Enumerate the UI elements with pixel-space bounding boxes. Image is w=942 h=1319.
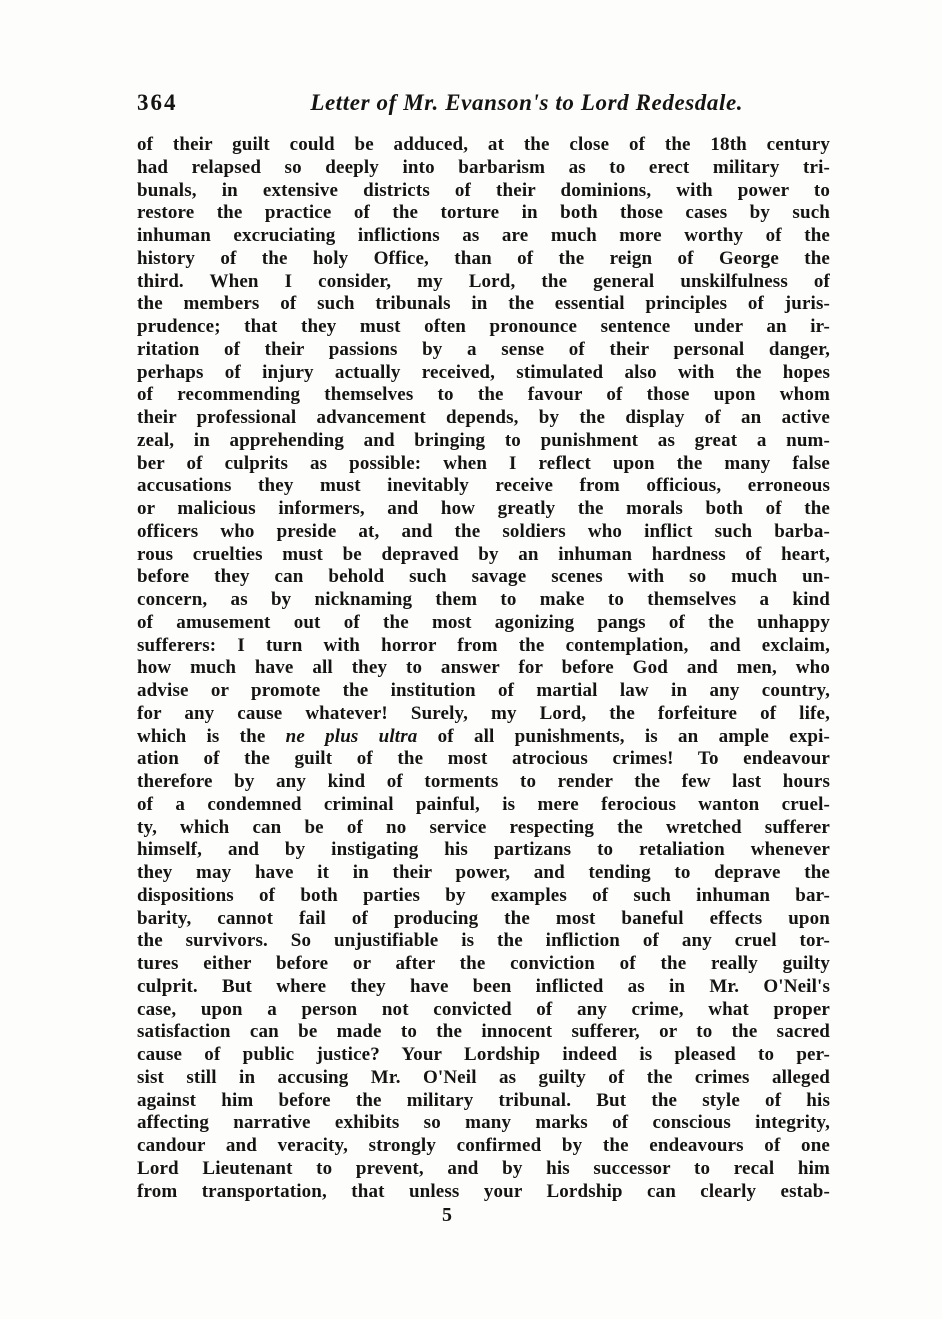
text-line: of recommending themselves to the favour of those upon whom <box>137 384 830 406</box>
text-line: barity, cannot fail of producing the most baneful effects upon <box>137 907 830 929</box>
text-line: tures either before or after the conviction of the really guilty <box>137 953 830 974</box>
text-line: ation of the guilt of the most atrocious crimes! To endeavour <box>137 748 830 770</box>
text-line: which is the ne plus ultra of all punishments, is an ample expi- <box>137 725 830 747</box>
text-line: rous cruelties must be depraved by an inhuman hardness of heart, <box>137 543 830 565</box>
running-title: Letter of Mr. Evanson's to Lord Redesdale. <box>310 90 744 115</box>
text-line: Lord Lieutenant to prevent, and by his successor to recal him <box>137 1157 830 1179</box>
text-line: bunals, in extensive districts of their dominions, with power to <box>137 179 830 201</box>
text-line: they may have it in their power, and tending to deprave the <box>137 862 830 883</box>
text-line: therefore by any kind of torments to render the few last hours <box>137 771 830 792</box>
text-line: perhaps of injury actually received, stimulated also with the hopes <box>137 361 830 383</box>
text-line: ty, which can be of no service respecting the wretched sufferer <box>137 816 830 838</box>
text-line: accusations they must inevitably receive from officious, erroneous <box>137 475 830 497</box>
text-line: advise or promote the institution of martial law in any country, <box>137 680 830 701</box>
signature-mark: 5 <box>442 1204 452 1226</box>
text-line: cause of public justice? Your Lordship indeed is pleased to per- <box>137 1044 830 1065</box>
text-line: ber of culprits as possible: when I reflect upon the many false <box>137 452 830 474</box>
text-line: third. When I consider, my Lord, the general unskilfulness of <box>137 270 830 292</box>
text-line: the survivors. So unjustifiable is the infliction of any cruel tor- <box>137 930 830 952</box>
text-line: restore the practice of the torture in both those cases by such <box>137 202 830 224</box>
text-line: candour and veracity, strongly confirmed by the endeavours of one <box>137 1135 830 1156</box>
text-line: from transportation, that unless your Lordship can clearly estab- <box>137 1180 830 1202</box>
text-line: or malicious informers, and how greatly the morals both of the <box>137 498 830 519</box>
text-line: affecting narrative exhibits so many marks of conscious integrity, <box>137 1112 830 1134</box>
text-line: of amusement out of the most agonizing pangs of the unhappy <box>137 611 830 633</box>
text-line: ritation of their passions by a sense of their personal danger, <box>137 338 830 360</box>
text-line: case, upon a person not convicted of any crime, what proper <box>137 998 830 1020</box>
page-header <box>137 90 830 116</box>
page-number: 364 <box>137 90 178 115</box>
text-line: before they can behold such savage scenes with so much un- <box>137 566 830 588</box>
text-line: zeal, in apprehending and bringing to punishment as great a num- <box>137 429 830 451</box>
text-line: inhuman excruciating inflictions as are much more worthy of the <box>137 225 830 246</box>
text-line: sist still in accusing Mr. O'Neil as guilty of the crimes alleged <box>137 1066 830 1088</box>
text-line: history of the holy Office, than of the reign of George the <box>137 247 830 269</box>
text-line: himself, and by instigating his partizans to retaliation whenever <box>137 839 830 861</box>
body-text <box>137 134 830 1203</box>
text-line: their professional advancement depends, by the display of an active <box>137 407 830 428</box>
text-line: of a condemned criminal painful, is mere ferocious wanton cruel- <box>137 793 830 815</box>
text-line: prudence; that they must often pronounce sentence under an ir- <box>137 316 830 337</box>
text-line: of their guilt could be adduced, at the close of the 18th century <box>137 134 830 155</box>
text-line: concern, as by nicknaming them to make to themselves a kind <box>137 589 830 610</box>
text-line: officers who preside at, and the soldiers who inflict such barba- <box>137 520 830 542</box>
text-line: against him before the military tribunal. But the style of his <box>137 1089 830 1111</box>
text-line: culprit. But where they have been inflicted as in Mr. O'Neil's <box>137 975 830 997</box>
text-line: satisfaction can be made to the innocent sufferer, or to the sacred <box>137 1021 830 1043</box>
text-line: sufferers: I turn with horror from the contemplation, and exclaim, <box>137 634 830 656</box>
text-line: for any cause whatever! Surely, my Lord, the forfeiture of life, <box>137 702 830 724</box>
text-line: how much have all they to answer for before God and men, who <box>137 657 830 679</box>
text-line: dispositions of both parties by examples of such inhuman bar- <box>137 884 830 906</box>
text-line: the members of such tribunals in the essential principles of juris- <box>137 293 830 315</box>
text-line: had relapsed so deeply into barbarism as to erect military tri- <box>137 156 830 178</box>
